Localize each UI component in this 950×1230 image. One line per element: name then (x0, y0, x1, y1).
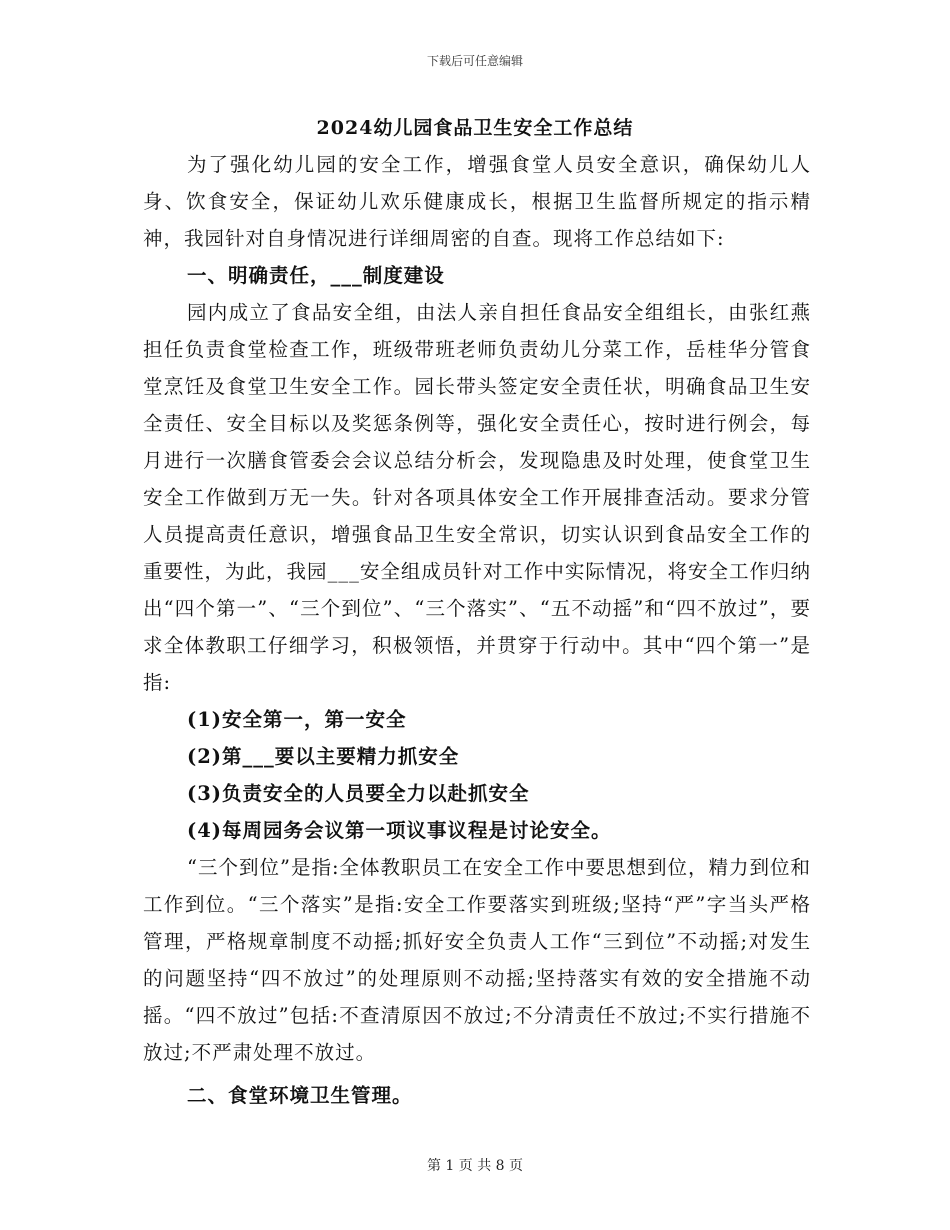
section-1-paragraph: 园内成立了食品安全组，由法人亲自担任食品安全组组长，由张红燕担任负责食堂检查工作，班级带班老师负责幼儿分菜工作，岳桂华分管食堂烹饪及食堂卫生安全工作。园长带头签定安全责任状，明确食品卫生安全责任、安全目标以及奖惩条例等，强化安全责任心，按时进行例会，每月进行一次膳食管委会会议总结分析会，发现隐患及时处理，使食堂卫生安全工作做到万无一失。针对各项具体安全工作开展排查活动。要求分管人员提高责任意识，增强食品卫生安全常识，切实认识到食品安全工作的重要性，为此，我园___安全组成员针对工作中实际情况，将安全工作归纳出“四个第一”、“三个到位”、“三个落实”、“五不动摇”和“四不放过”，要求全体教职工仔细学习，积极领悟，并贯穿于行动中。其中“四个第一”是指: (143, 301, 811, 694)
list-item: (3)负责安全的人员要全力以赴抓安全 (187, 782, 530, 805)
list-item: (1)安全第一，第一安全 (187, 708, 407, 731)
document-body (143, 146, 811, 1114)
header-note: 下载后可任意编辑 (426, 54, 523, 68)
list-item: (2)第___要以主要精力抓安全 (187, 745, 460, 768)
intro-paragraph: 为了强化幼儿园的安全工作，增强食堂人员安全意识，确保幼儿人身、饮食安全，保证幼儿欢乐健康成长，根据卫生监督所规定的指示精神，我园针对自身情况进行详细周密的自查。现将工作总结如下: (143, 153, 811, 250)
page-number: 第 1 页 共 8 页 (426, 1158, 524, 1174)
section-2-heading: 二、食堂环境卫生管理。 (187, 1084, 413, 1107)
section-1-paragraph-2: “三个到位”是指:全体教职员工在安全工作中要思想到位，精力到位和工作到位。“三个落实”是指:安全工作要落实到班级;坚持“严”字当头严格管理，严格规章制度不动摇;抓好安全负责人工作“三到位”不动摇;对发生的问题坚持“四不放过”的处理原则不动摇;坚持落实有效的安全措施不动摇。“四不放过”包括:不查清原因不放过;不分清责任不放过;不实行措施不放过;不严肃处理不放过。 (143, 856, 812, 1064)
document-title: 2024幼儿园食品卫生安全工作总结 (316, 117, 634, 139)
list-item: (4)每周园务会议第一项议事议程是讨论安全。 (187, 819, 612, 842)
section-1-heading: 一、明确责任，___制度建设 (187, 264, 445, 287)
